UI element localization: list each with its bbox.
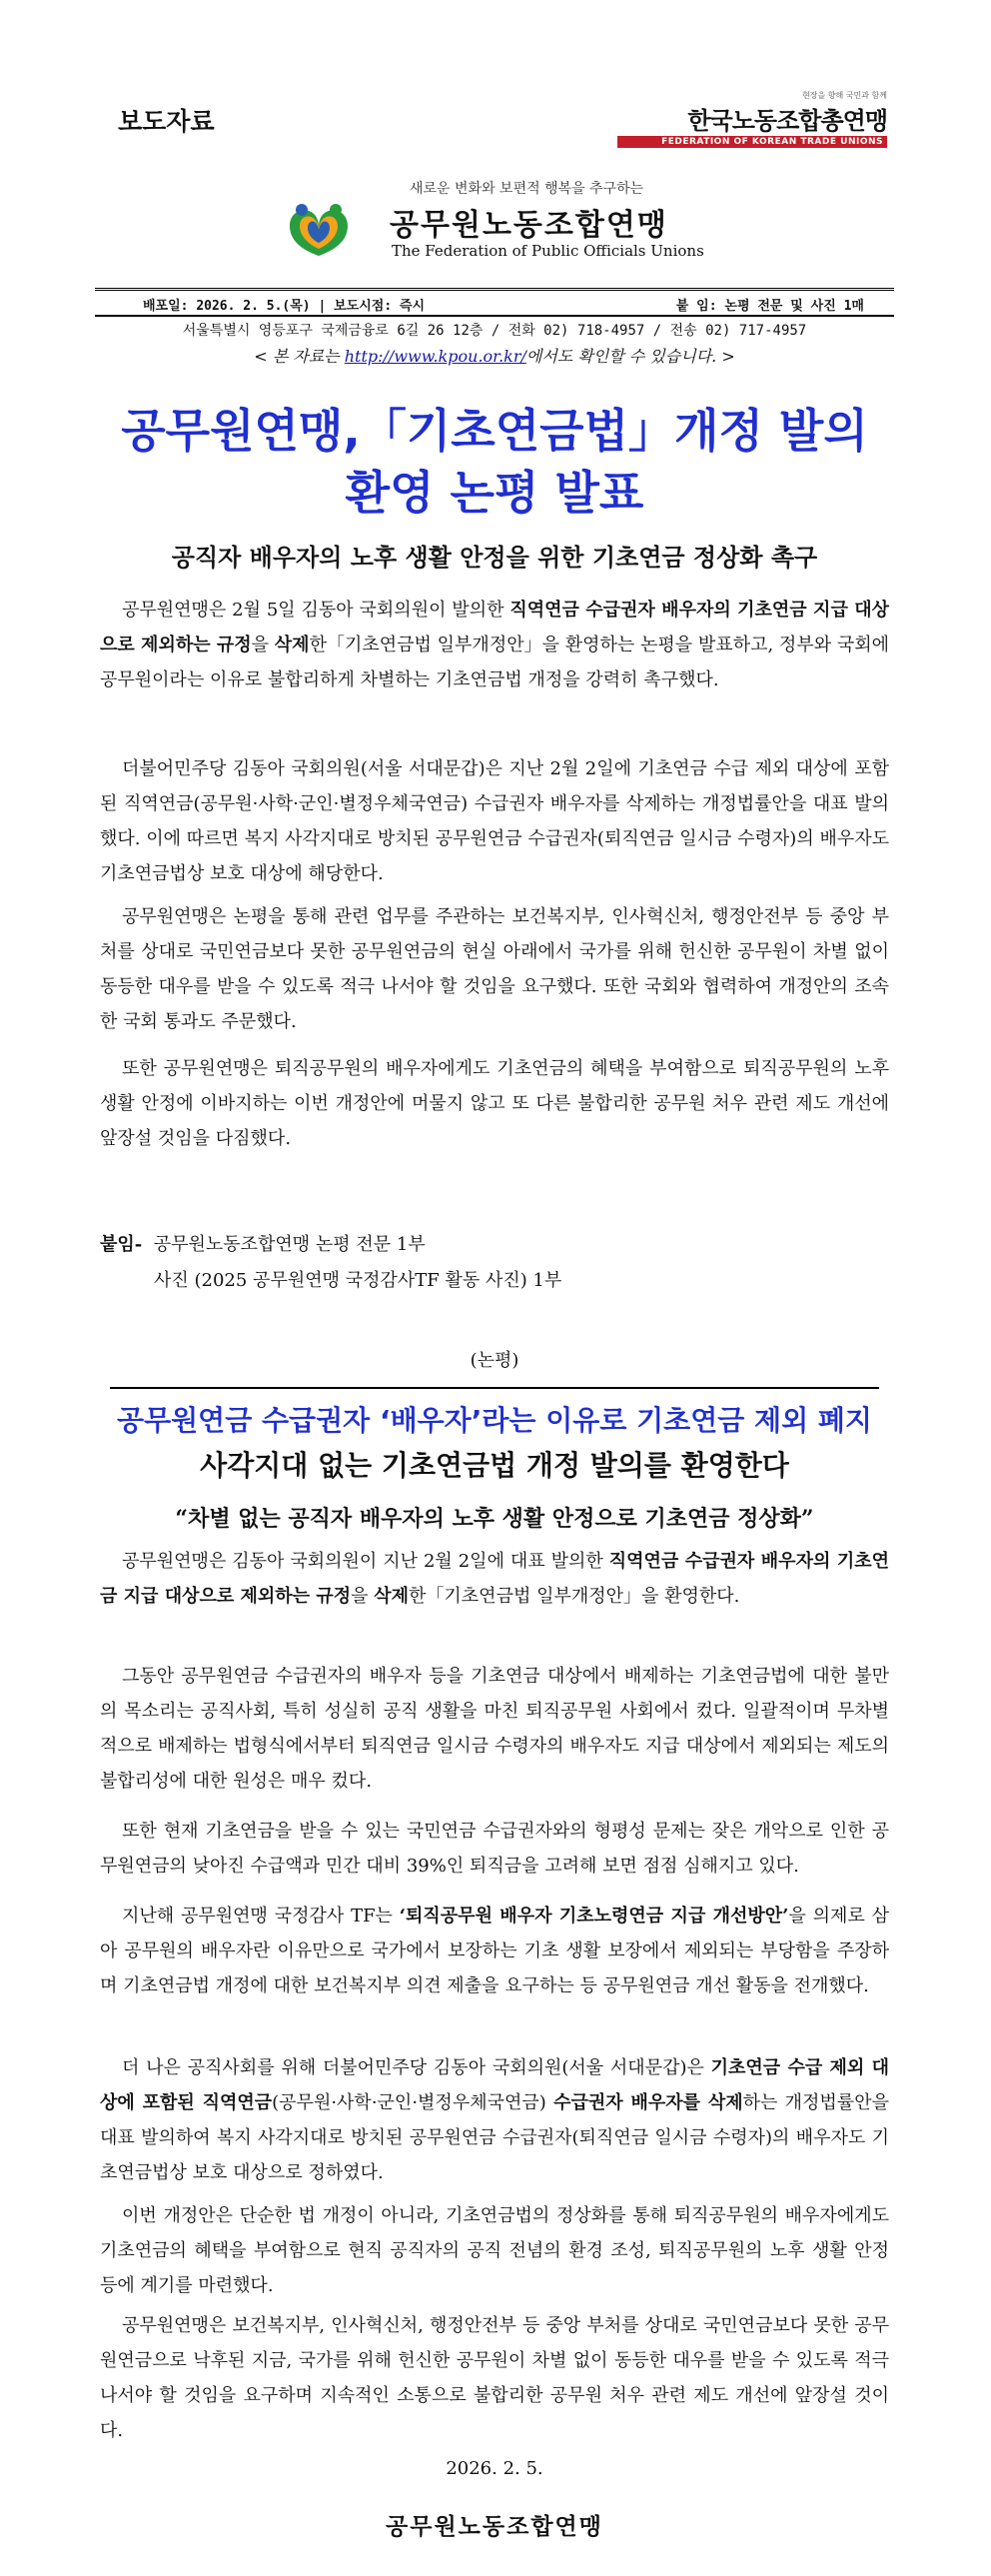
opinion-paragraph-2: 그동안 공무원연금 수급권자의 배우자 등을 기초연금 대상에서 배제하는 기초연금법에 대한 불만의 목소리는 공직사회, 특히 성실히 공직 생활을 마친 퇴직공무원 사회에서 컸다. 일괄적이며 무차별적으로 배제하는 법형식에서부터 퇴직연금 일시금 수령자의 배우자도 지급 대상에서 제외되는 제도의 불합리성에 대한 원성은 매우 컸다. bbox=[100, 1666, 889, 1792]
press-paragraph-4: 또한 공무원연맹은 퇴직공무원의 배우자에게도 기초연금의 혜택을 부여함으로 퇴직공무원의 노후 생활 안정에 이바지하는 이번 개정안에 머물지 않고 또 다른 불합리한 공무원 처우 관련 제도 개선에 앞장설 것임을 다짐했다. bbox=[100, 1058, 889, 1149]
attachments bbox=[100, 1227, 561, 1299]
text: 공무원연맹은 2월 5일 김동아 국회의원이 발의한 bbox=[122, 600, 510, 621]
opinion-paragraph-7: 공무원연맹은 보건복지부, 인사혁신처, 행정안전부 등 중앙 부처를 상대로 국민연금보다 못한 공무원연금으로 낙후된 지금, 국가를 위해 헌신한 공무원이 차별 없이 동등한 대우를 받을 수 있도록 적극 나서야 할 것임을 요구하며 지속적인 소통으로 불합리한 공무원 처우 관련 제도 개선에 앞장설 것이다. bbox=[100, 2315, 889, 2441]
emphasis: ‘퇴직공무원 배우자 기초노령연금 지급 개선방안’ bbox=[399, 1906, 789, 1927]
fktu-tagline: 현장을 향해 국민과 함께 bbox=[802, 91, 887, 100]
press-paragraph-3: 공무원연맹은 논평을 통해 관련 업무를 주관하는 보건복지부, 인사혁신처, 행정안전부 등 중앙 부처를 상대로 국민연금보다 못한 공무원연금의 현실 아래에서 국가를 위해 헌신한 공무원이 차별 없이 동등한 대우를 받을 수 있도록 적극 나서야 할 것임을 요구했다. 또한 국회와 협력하여 개정안의 조속한 국회 통과도 주문했다. bbox=[100, 906, 889, 1032]
headline-line-1: 공무원연맹,「기초연금법」개정 발의 bbox=[121, 404, 868, 458]
notice-prefix: < 본 자료는 bbox=[254, 347, 345, 366]
fktu-name: 한국노동조합총연맹 bbox=[687, 107, 887, 135]
text: 한「기초연금법 일부개정안」을 환영하는 논평을 발표하고, 정부와 국회에 공무원이라는 이유로 불합리하게 차별하는 기초연금법 개정을 강력히 촉구했다. bbox=[100, 635, 889, 690]
opinion-paragraph-1 bbox=[100, 1544, 889, 1614]
text: (공무원·사학·군인·별정우체국연금) bbox=[272, 2092, 554, 2113]
page-title bbox=[95, 400, 894, 524]
emphasis: 직역연금 수급권자 배우자의 기초연금 지급 대상으로 제외하는 규정 bbox=[100, 600, 889, 655]
text: 하는 개정법률안을 대표 발의하여 복지 사각지대로 방치된 공무원연금 수급권자(퇴직연금 일시금 수령자)의 배우자도 기초연금법상 보호 대상으로 정하였다. bbox=[100, 2092, 889, 2183]
press-paragraph-1 bbox=[100, 593, 889, 697]
subheadline: 공직자 배우자의 노후 생활 안정을 위한 기초연금 정상화 촉구 bbox=[171, 544, 818, 572]
emphasis: 삭제 bbox=[274, 635, 310, 655]
opinion-paragraph-5 bbox=[100, 2050, 889, 2190]
org-name-korean: 공무원노동조합연맹 bbox=[390, 208, 668, 243]
text: 한「기초연금법 일부개정안」을 환영한다. bbox=[409, 1586, 740, 1607]
emphasis: 수급권자 배우자를 삭제 bbox=[553, 2092, 743, 2113]
text: 공무원연맹은 김동아 국회의원이 지난 2월 2일에 대표 발의한 bbox=[122, 1551, 609, 1572]
opinion-paragraph-6: 이번 개정안은 단순한 법 개정이 아니라, 기초연금법의 정상화를 통해 퇴직공무원의 배우자에게도 기초연금의 혜택을 부여함으로 현직 공직자의 공직 전념의 환경 조성, 퇴직공무원의 노후 생활 안정 등에 계기를 마련했다. bbox=[100, 2205, 889, 2296]
emphasis: 삭제 bbox=[374, 1586, 410, 1607]
website-notice bbox=[95, 344, 894, 367]
fktu-logo bbox=[617, 90, 887, 148]
opinion-tag: (논평) bbox=[470, 1350, 519, 1371]
text: 더 나은 공직사회를 위해 더불어민주당 김동아 국회의원(서울 서대문갑)은 bbox=[122, 2057, 711, 2078]
text: 을 의제로 삼아 공무원의 배우자란 이유만으로 국가에서 보장하는 기초 생활 보장에서 제외되는 부당함을 주장하며 기초연금법 개정에 대한 보건복지부 의견 제출을 요구하는 등 공무원연금 개선 활동을 전개했다. bbox=[100, 1906, 889, 1996]
slogan: 새로운 변화와 보편적 행복을 추구하는 bbox=[410, 181, 644, 197]
fktu-english: FEDERATION OF KOREAN TRADE UNIONS bbox=[617, 136, 887, 148]
press-paragraph-2: 더불어민주당 김동아 국회의원(서울 서대문갑)은 지난 2월 2일에 기초연금 수급 제외 대상에 포함된 직역연금(공무원·사학·군인·별정우체국연금) 수급권자 배우자를 삭제하는 개정법률안을 대표 발의했다. 이에 따르면 복지 사각지대로 방치된 공무원연금 수급권자(퇴직연금 일시금 수령자)의 배우자도 기초연금법상 보호 대상에 해당한다. bbox=[100, 758, 889, 884]
attachment-info: 붙 임: 논평 전문 및 사진 1매 bbox=[675, 299, 864, 314]
opinion-title-line-1: 공무원연금 수급권자 ‘배우자’라는 이유로 기초연금 제외 폐지 bbox=[117, 1404, 872, 1437]
text: 을 bbox=[251, 635, 275, 655]
signature: 공무원노동조합연맹 bbox=[386, 2514, 603, 2540]
headline-line-2: 환영 논평 발표 bbox=[345, 466, 644, 520]
release-date: 2026. 2. 5. bbox=[446, 2458, 543, 2479]
opinion-title-line-2: 사각지대 없는 기초연금법 개정 발의를 환영한다 bbox=[200, 1449, 789, 1482]
opinion-paragraph-4 bbox=[100, 1899, 889, 2003]
attachment-item: 사진 (2025 공무원연맹 국정감사TF 활동 사진) 1부 bbox=[154, 1270, 562, 1291]
emphasis: 기초연금 수급 제외 대상에 포함된 직역연금 bbox=[100, 2057, 889, 2113]
text: 지난해 공무원연맹 국정감사 TF는 bbox=[122, 1906, 400, 1927]
release-info-bar bbox=[95, 288, 894, 317]
attachments-label: 붙임- bbox=[100, 1234, 143, 1255]
opinion-quote: “차별 없는 공직자 배우자의 노후 생활 안정으로 기초연금 정상화” bbox=[175, 1506, 814, 1532]
divider bbox=[110, 1387, 879, 1389]
website-link[interactable]: http://www.kpou.or.kr/ bbox=[344, 347, 526, 366]
attachment-item: 공무원노동조합연맹 논평 전문 1부 bbox=[153, 1234, 426, 1255]
release-date-info: 배포일: 2026. 2. 5.(목) | 보도시점: 즉시 bbox=[143, 299, 426, 314]
org-name-english: The Federation of Public Officials Unions bbox=[392, 242, 704, 260]
text: 을 bbox=[351, 1586, 375, 1607]
opinion-paragraph-3: 또한 현재 기초연금을 받을 수 있는 국민연금 수급권자와의 형평성 문제는 잦은 개악으로 인한 공무원연금의 낮아진 수급액과 민간 대비 39%인 퇴직금을 고려해 보면 점점 심해지고 있다. bbox=[100, 1821, 889, 1877]
press-release-label: 보도자료 bbox=[118, 107, 215, 136]
contact-address: 서울특별시 영등포구 국제금융로 6길 26 12층 / 전화 02) 718-4957 / 전송 02) 717-4957 bbox=[182, 323, 807, 339]
union-logo-icon bbox=[280, 196, 358, 258]
notice-suffix: 에서도 확인할 수 있습니다. > bbox=[525, 347, 735, 366]
emphasis: 직역연금 수급권자 배우자의 기초연금 지급 대상으로 제외하는 규정 bbox=[100, 1551, 889, 1607]
